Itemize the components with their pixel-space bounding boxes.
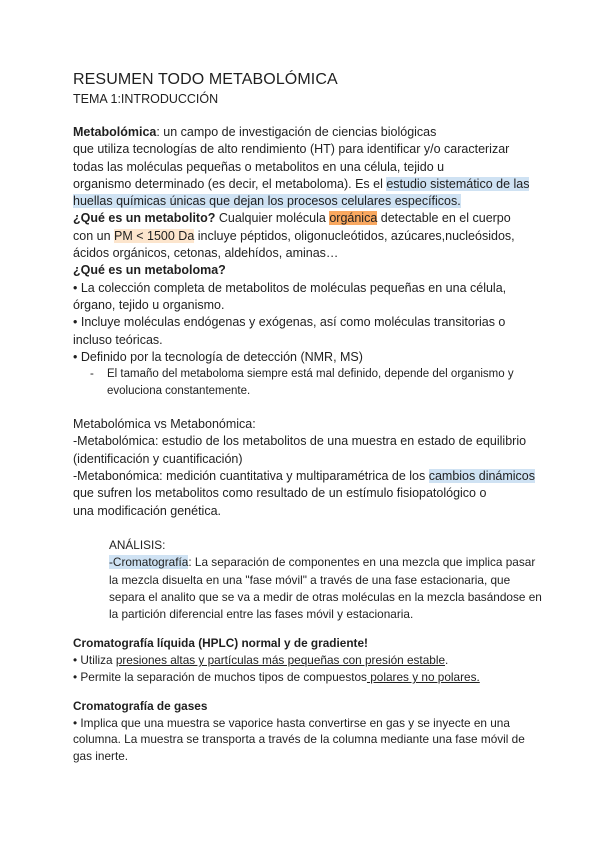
dash-marker: - [90, 368, 94, 381]
highlight-orange: orgánica [329, 211, 378, 226]
gases-section: Cromatografía de gases • Implica que una muestra se vaporice hasta convertirse en gas y se inyecte en una columna. La muestra se transporta a través de la columna mediante una fase móvil de gas inerte. [73, 698, 525, 764]
dash-item: - El tamaño del metaboloma siempre está mal definido, depende del organismo y evoluciona constantemente. [90, 366, 563, 399]
highlight-blue: -Cromatografía [109, 555, 189, 570]
hplc-heading: Cromatografía líquida (HPLC) normal y de gradiente! [73, 636, 368, 651]
metabolomica-vs-metabonomica: Metabolómica vs Metabonómica: -Metabolómica: estudio de los metabolitos de una muestra en estado de equilibrio (identificación y cuantificación) -Metabonómica: medición cuantitativa y multiparamétrica de los cambios dinámicos que sufren los metabolitos como resultado de un estímulo fisiopatológico o una modificación genética. [73, 416, 563, 520]
gases-heading: Cromatografía de gases [73, 698, 208, 713]
highlight-blue: huellas químicas únicas que dejan los procesos celulares específicos. [73, 194, 461, 209]
analisis-heading: ANÁLISIS: [109, 537, 166, 552]
vs-heading: Metabolómica vs Metabonómica: [73, 417, 256, 432]
bullet-item: • Definido por la tecnología de detección (NMR, MS) [73, 349, 363, 364]
document-body [73, 70, 563, 765]
bullet-item: • Permite la separación de muchos tipos de compuestos polares y no polares. [73, 670, 480, 685]
hplc-section [73, 635, 563, 685]
question-metaboloma: ¿Qué es un metaboloma? [73, 263, 226, 278]
highlight-peach: PM < 1500 Da [114, 228, 195, 243]
bullet-item: • La colección completa de metabolitos de moléculas pequeñas en una célula, [73, 280, 507, 295]
bullet-item: • Incluye moléculas endógenas y exógenas, así como moléculas transitorias o [73, 315, 506, 330]
metaboloma-definition: ¿Qué es un metaboloma? • La colección completa de metabolitos de moléculas pequeñas en una célula, órgano, tejido u organismo. • Incluye moléculas endógenas y exógenas, así como moléculas transitorias o incluso teóricas. • Definido por la tecnología de detección (NMR, MS) - El tamaño del metaboloma siempre está mal definido, depende del organismo y evoluciona constantemente. [73, 262, 563, 399]
bullet-item: • Utiliza presiones altas y partículas más pequeñas con presión estable. [73, 653, 449, 668]
analisis-block: ANÁLISIS: -Cromatografía: La separación de componentes en una mezcla que implica pasar la mezcla disuelta en una "fase móvil" a través de una fase estacionaria, que separa el analito que se va a medir de otras moléculas en la mezcla basándose en la partición diferencial entre las fases móvil y estacionaria. [109, 537, 554, 623]
highlight-blue: cambios dinámicos [428, 469, 536, 484]
metabolito-definition: ¿Qué es un metabolito? Cualquier molécula orgánica detectable en el cuerpo con un PM < 1500 Da incluye péptidos, oligonucleótidos, azúcares,nucleósidos, ácidos orgánicos, cetonas, aldehídos, aminas… [73, 211, 515, 261]
question-metabolito: ¿Qué es un metabolito? [73, 211, 216, 226]
metabolomica-definition: Metabolómica: un campo de investigación de ciencias biológicas que utiliza tecnologías de alto rendimiento (HT) para identificar y/o caracterizar todas las moléculas pequeñas o metabolitos en una célula, tejido u organismo determinado (es decir, el metaboloma). Es el estudio sistemático de las huellas químicas únicas que dejan los procesos celulares específicos. [73, 125, 530, 209]
document-title: RESUMEN TODO METABOLÓMICA [73, 71, 338, 88]
term-metabolomica: Metabolómica [73, 125, 157, 139]
section-heading: TEMA 1:INTRODUCCIÓN [73, 92, 219, 106]
highlight-blue: estudio sistemático de las [386, 176, 530, 191]
